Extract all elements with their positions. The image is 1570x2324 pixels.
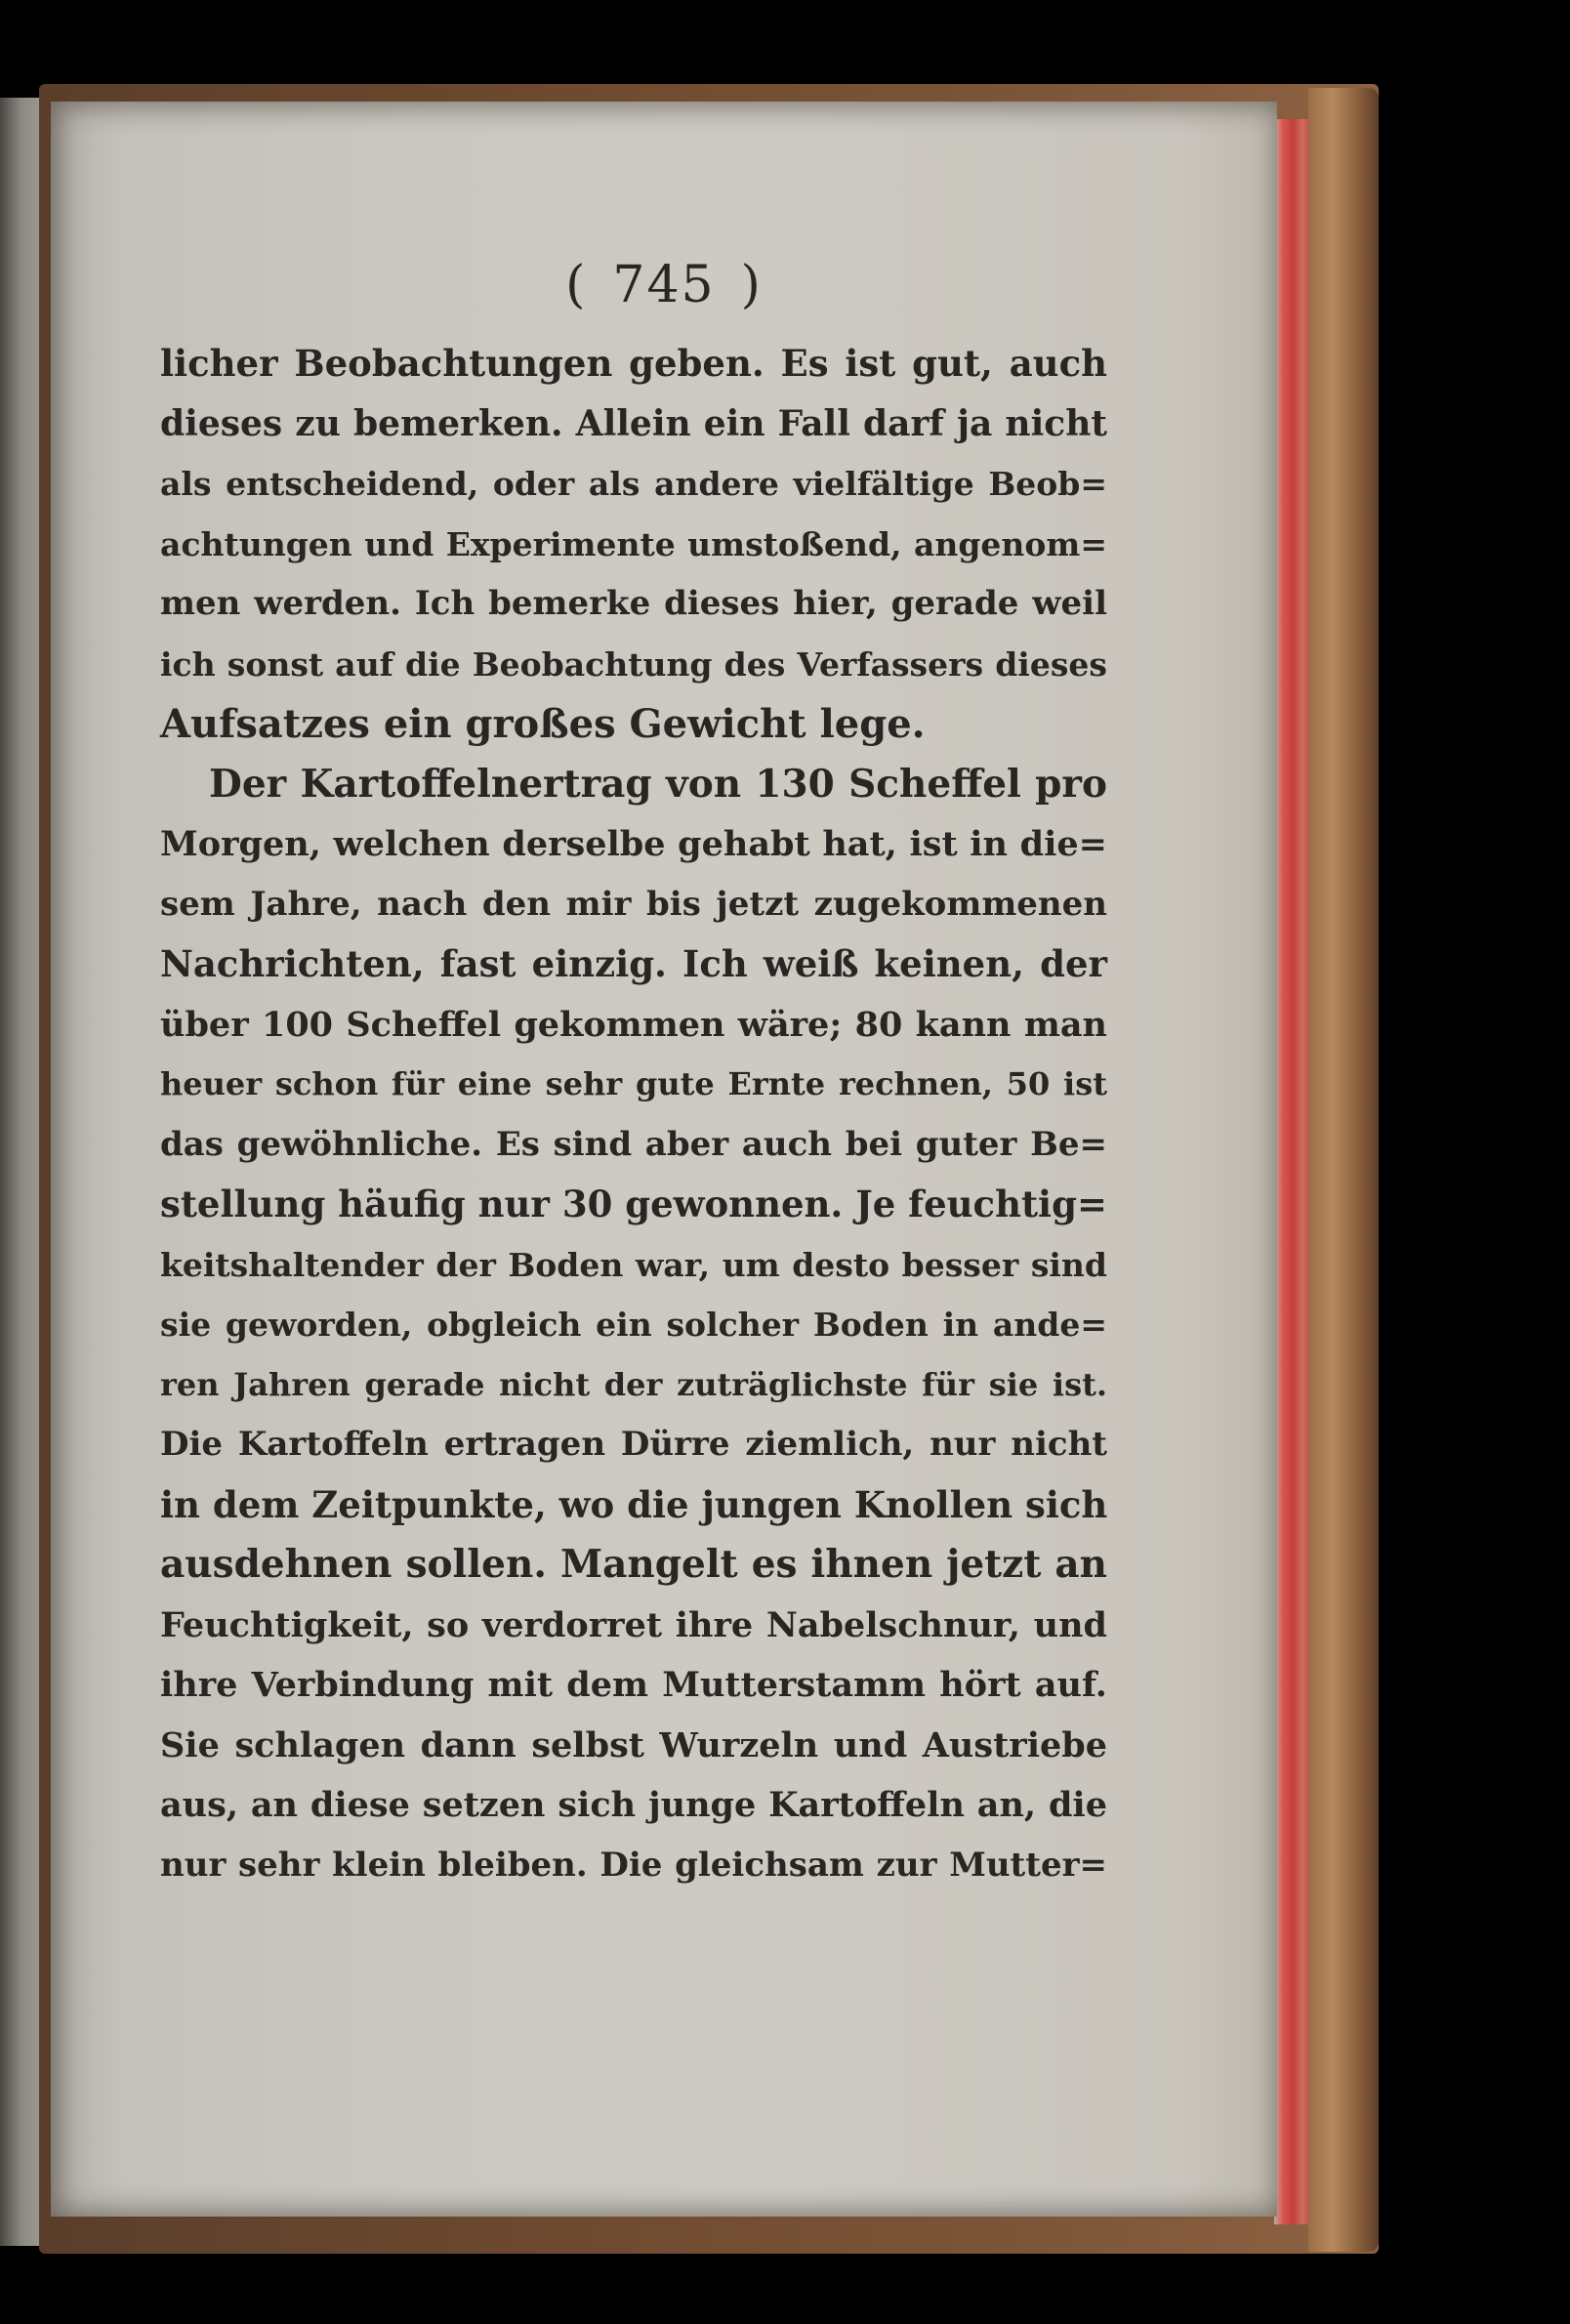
text-line: Nachrichten, fast einzig. Ich weiß keinen, der — [160, 942, 1107, 985]
text-line: Feuchtigkeit, so verdorret ihre Nabelschnur, und — [160, 1604, 1107, 1645]
text-line: in dem Zeitpunkte, wo die jungen Knollen sich — [160, 1482, 1108, 1526]
text-line: men werden. Ich bemerke dieses hier, gerade weil — [160, 584, 1107, 623]
text-line: über 100 Scheffel gekommen wäre; 80 kann man — [160, 1004, 1107, 1045]
text-line: sie geworden, obgleich ein solcher Boden in ande= — [160, 1306, 1107, 1344]
text-line: das gewöhnliche. Es sind aber auch bei guter Be= — [160, 1124, 1107, 1164]
text-line: als entscheidend, oder als andere vielfältige Beob= — [160, 465, 1107, 503]
text-line: keitshaltender der Boden war, um desto besser sind — [160, 1245, 1107, 1284]
text-line: dieses zu bemerken. Allein ein Fall darf ja nicht — [160, 402, 1107, 444]
text-line: aus, an diese setzen sich junge Kartoffeln an, die — [160, 1785, 1107, 1825]
header-open-paren: ( — [565, 256, 588, 314]
text-line: nur sehr klein bleiben. Die gleichsam zur Mutter= — [160, 1845, 1107, 1885]
text-line: licher Beobachtungen geben. Es ist gut, auch — [160, 342, 1107, 385]
page-number: 745 — [612, 256, 716, 314]
text-line: stellung häufig nur 30 gewonnen. Je feuchtig= — [160, 1183, 1107, 1225]
text-line: Der Kartoffelnertrag von 130 Scheffel pro — [209, 761, 1107, 807]
text-line: ausdehnen sollen. Mangelt es ihnen jetzt an — [160, 1542, 1107, 1587]
text-line: Morgen, welchen derselbe gehabt hat, ist in die= — [160, 824, 1107, 864]
book-page — [51, 102, 1277, 2217]
header-close-paren: ) — [740, 256, 763, 314]
body-text — [160, 334, 1107, 1895]
text-line: heuer schon für eine sehr gute Ernte rechnen, 50 ist — [160, 1065, 1107, 1102]
text-line: sem Jahre, nach den mir bis jetzt zugekommenen — [160, 884, 1107, 924]
text-line: ren Jahren gerade nicht der zuträglichste für sie ist. — [160, 1365, 1107, 1403]
red-page-edge — [1274, 119, 1309, 2224]
text-line: ihre Verbindung mit dem Mutterstamm hört auf. — [160, 1665, 1107, 1705]
text-line: achtungen und Experimente umstoßend, angenom= — [160, 524, 1107, 563]
book-spine-edge — [1308, 88, 1379, 2252]
text-line: Sie schlagen dann selbst Wurzeln und Austriebe — [160, 1724, 1107, 1765]
text-line: Aufsatzes ein großes Gewicht lege. — [160, 701, 926, 747]
page-header — [51, 256, 1277, 314]
text-line: Die Kartoffeln ertragen Dürre ziemlich, nur nicht — [160, 1425, 1107, 1464]
text-line: ich sonst auf die Beobachtung des Verfassers dieses — [160, 644, 1107, 684]
